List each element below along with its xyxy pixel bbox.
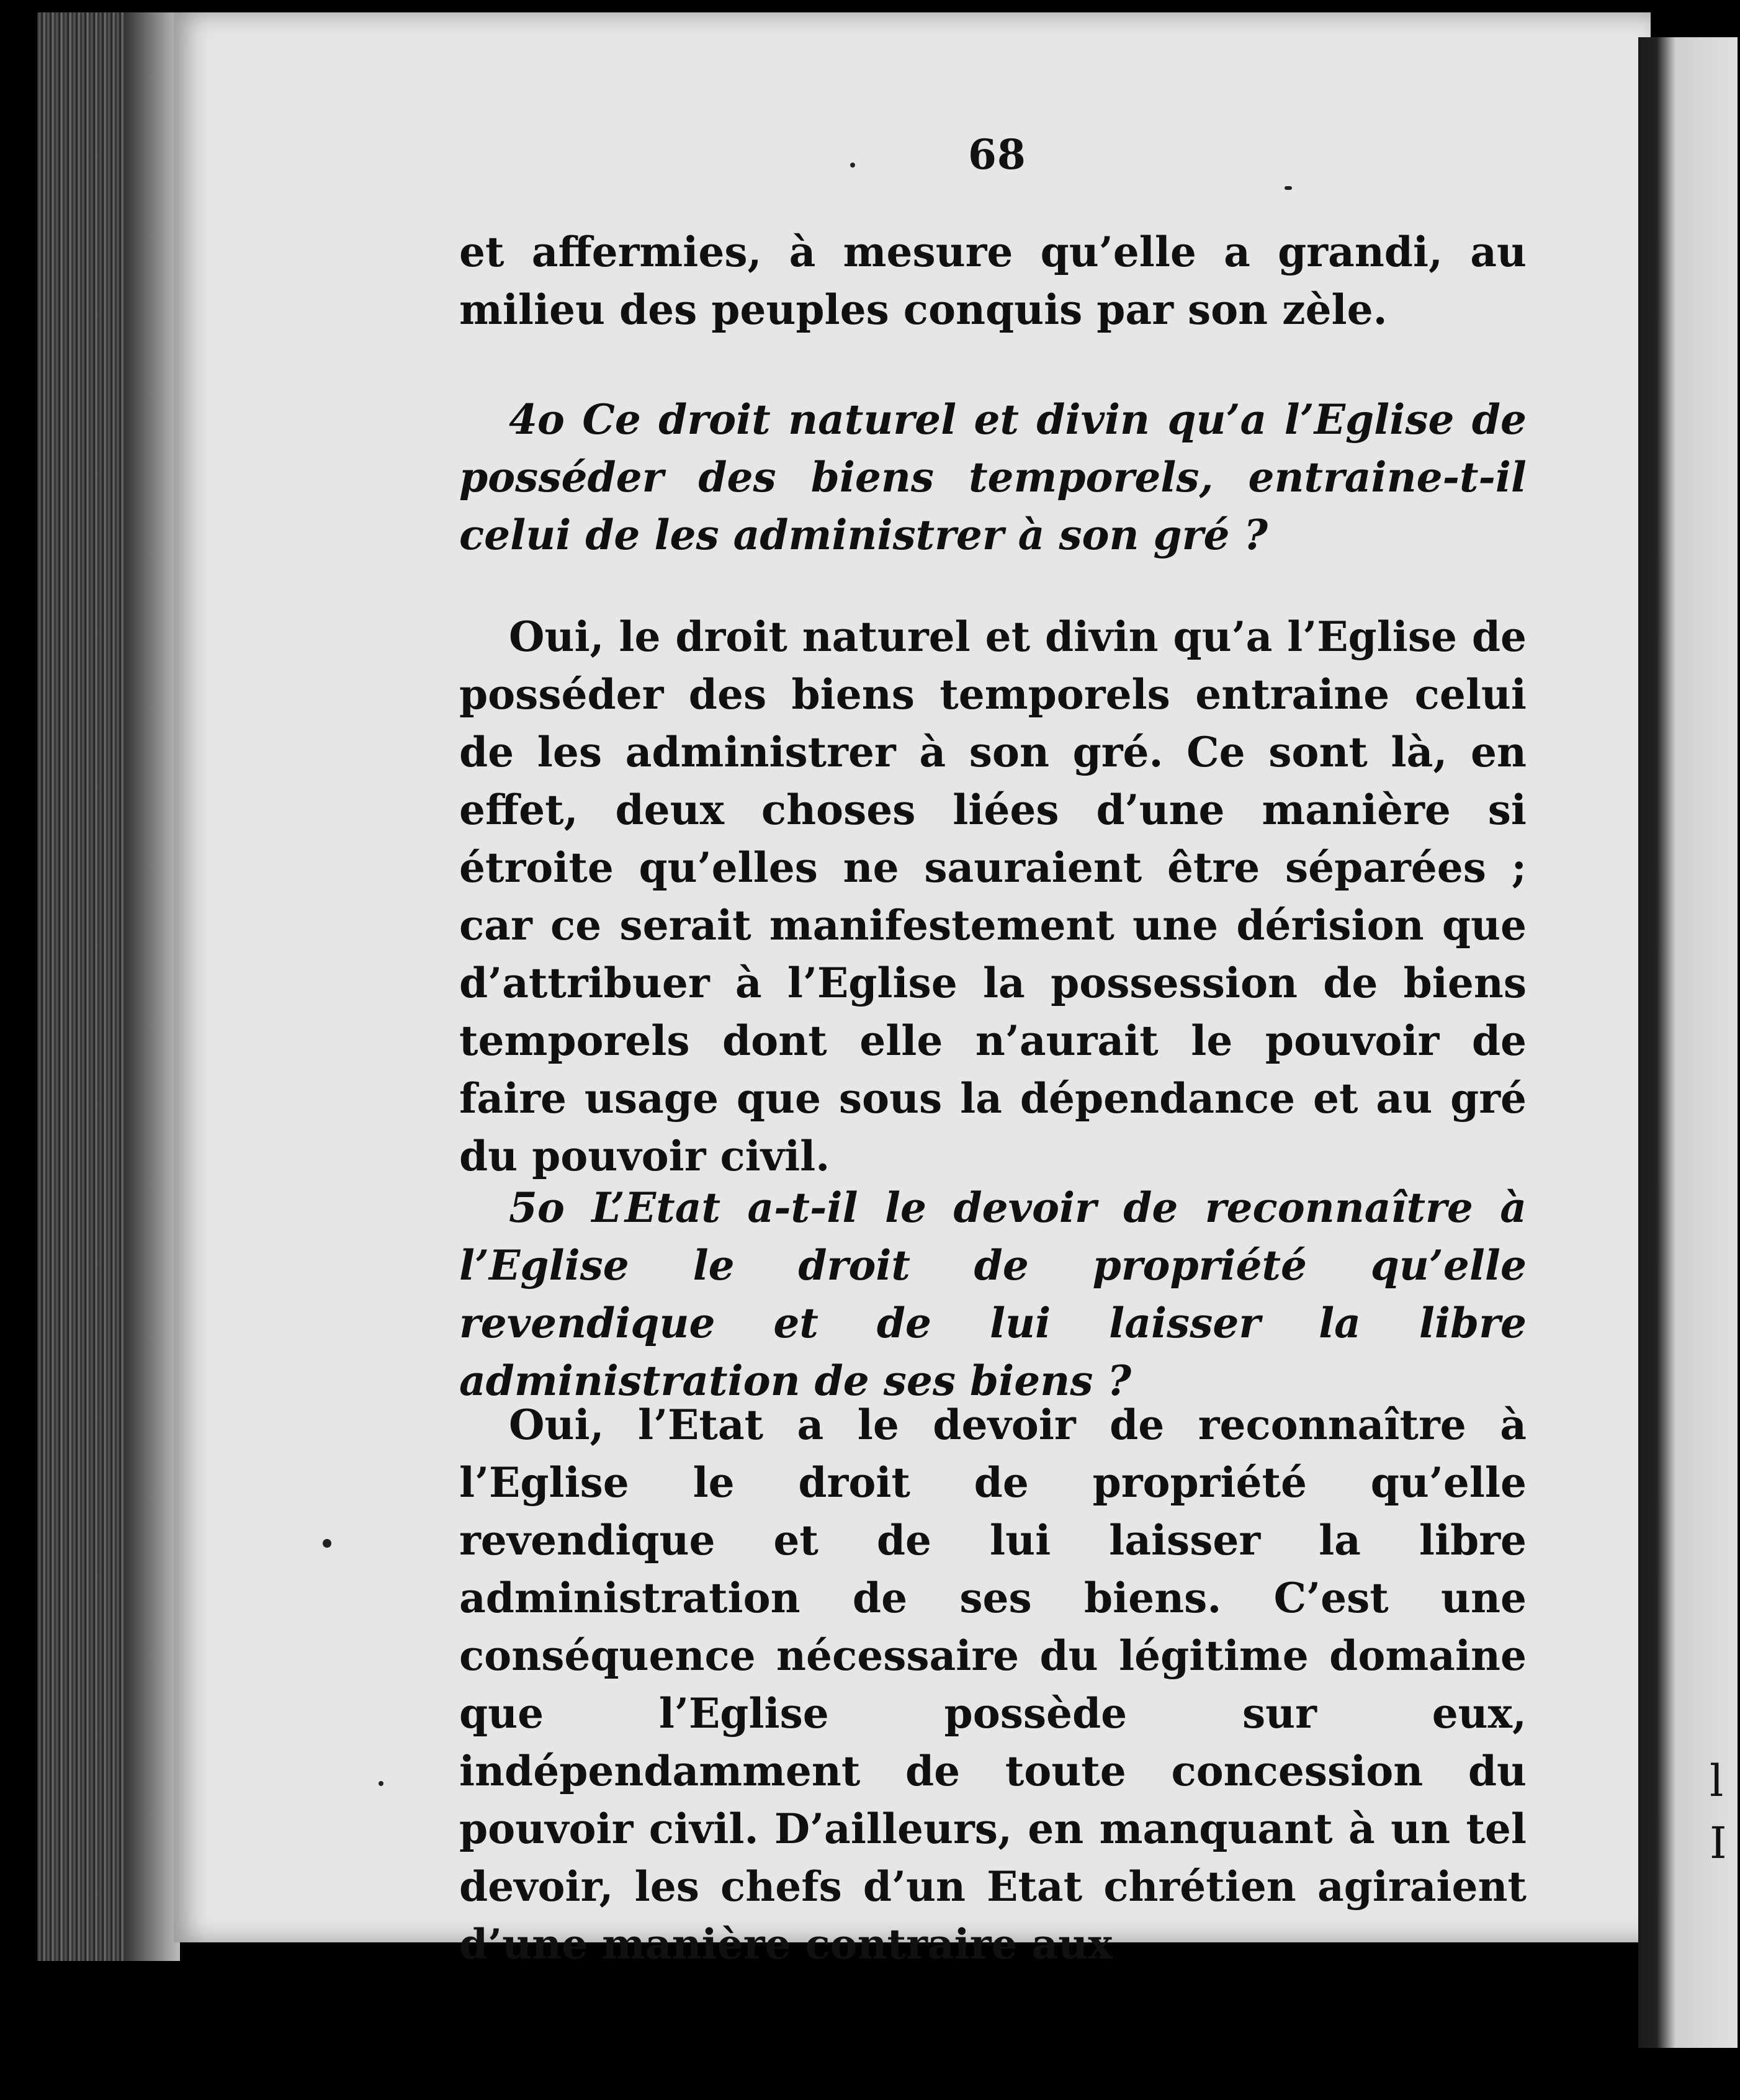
speck	[323, 1539, 331, 1548]
adjacent-page-edge	[1638, 37, 1738, 2048]
paragraph-continuation: et affermies, à mesure qu’elle a grandi, au milieu des peuples conquis par son zèle.	[459, 228, 1527, 334]
speck	[1285, 186, 1292, 190]
question-4: 4o Ce droit naturel et divin qu’a l’Eglise de posséder des biens temporels, entraine-t-il celui de les administrer à son gré ?	[459, 395, 1527, 559]
answer-4: Oui, le droit naturel et divin qu’a l’Eglise de posséder des biens temporels entraine celui de les administrer à son gré. Ce sont là, en effet, deux choses liées d’une manière si étroite qu’elles ne sauraient être séparées ; car ce serait manifestement une dérision que d’attribuer à l’Eglise la possession de biens temporels dont elle n’aurait le pouvoir de faire usage que sous la dépendance et au gré du pouvoir civil.	[459, 612, 1527, 1180]
question-5: 5o L’Etat a-t-il le devoir de reconnaître à l’Eglise le droit de propriété qu’elle revendique et de lui laisser la libre administration de ses biens ?	[459, 1183, 1527, 1405]
binding-shadow	[124, 12, 180, 1961]
adjacent-page-glyphs: l I	[1710, 1756, 1727, 1869]
page-number: 68	[968, 130, 1026, 179]
speck	[850, 163, 855, 168]
speck	[379, 1781, 383, 1786]
answer-5: Oui, l’Etat a le devoir de reconnaître à l’Eglise le droit de propriété qu’elle revendique et de lui laisser la libre administration de ses biens. C’est une conséquence nécessaire du légitime domaine que l’Eglise possède sur eux, indépendamment de toute concession du pouvoir civil. D’ailleurs, en manquant à un tel devoir, les chefs d’un Etat chrétien agiraient d’une manière contraire aux	[459, 1401, 1527, 1968]
